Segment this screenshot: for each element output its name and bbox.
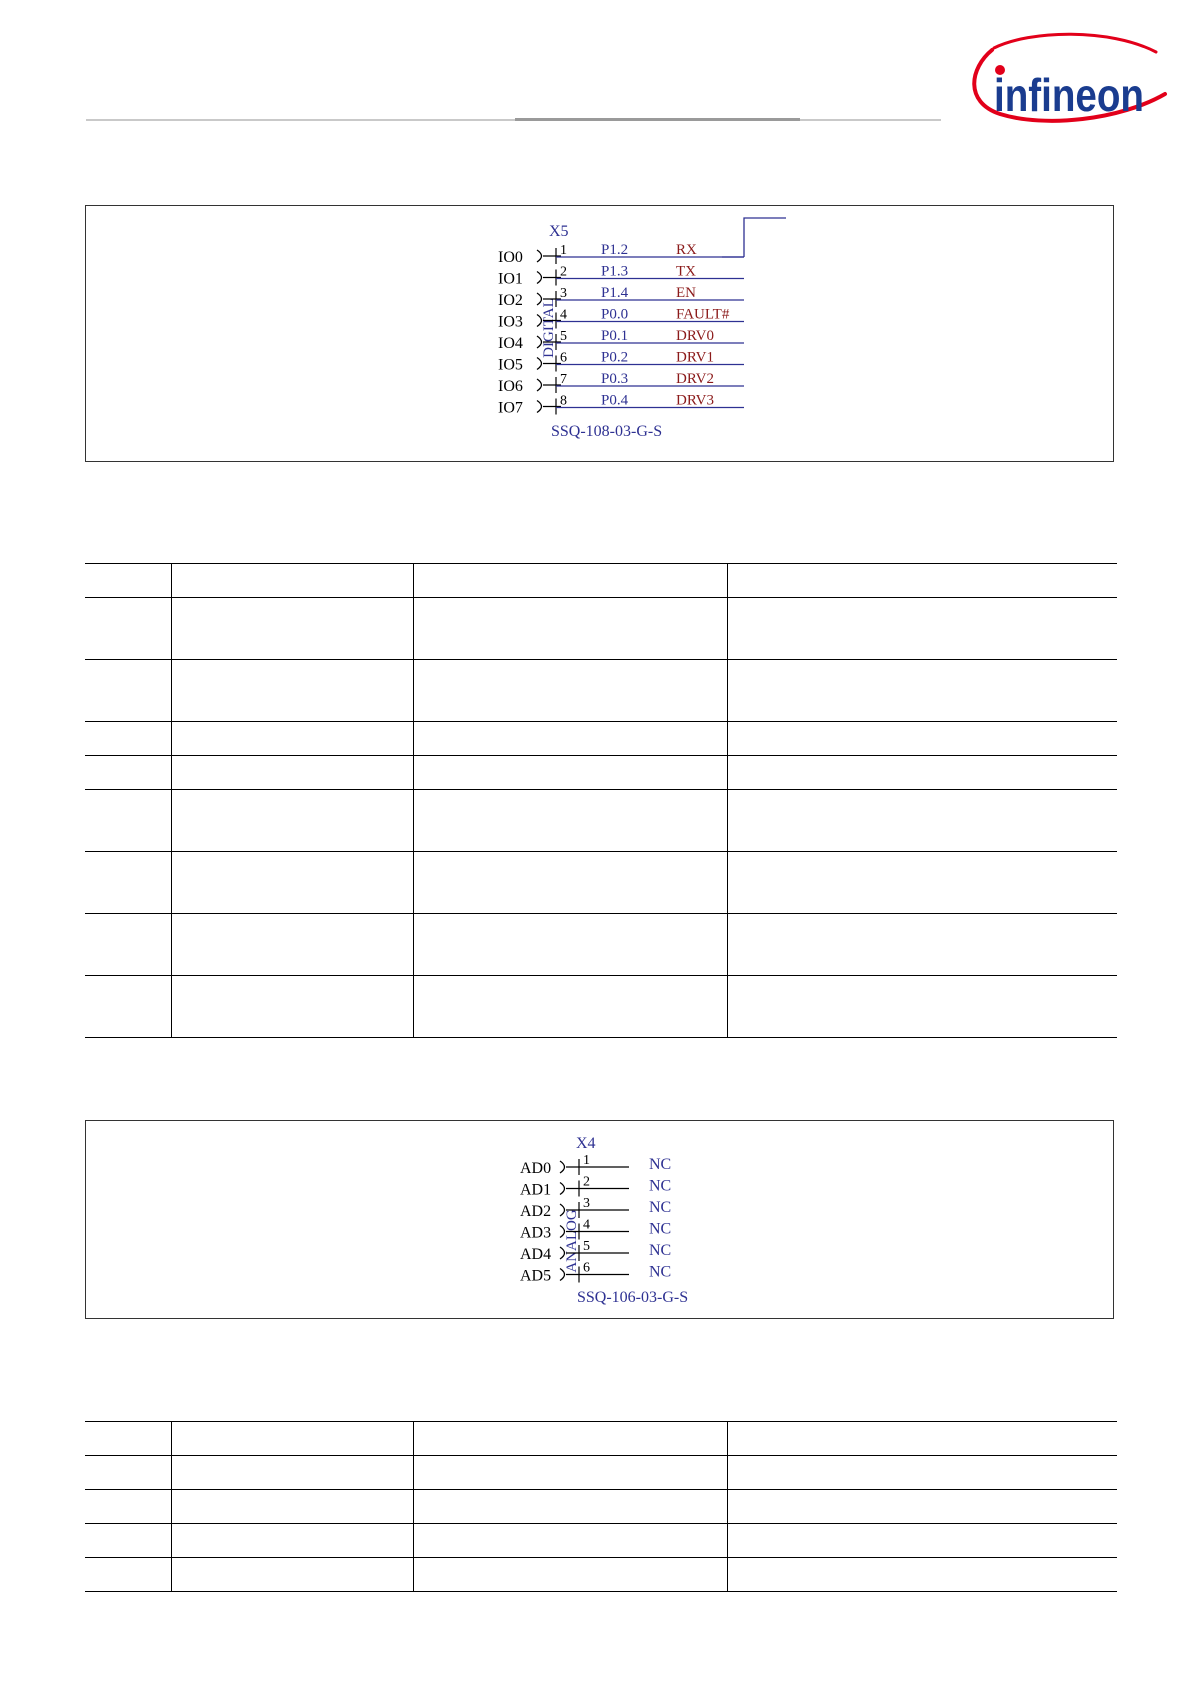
table-row	[85, 1524, 1117, 1558]
table-cell	[413, 790, 727, 852]
table-cell	[171, 1456, 413, 1490]
table-cell	[171, 598, 413, 660]
nc-label: NC	[649, 1242, 672, 1259]
table-cell	[85, 660, 171, 722]
table-row	[85, 660, 1117, 722]
nc-label: NC	[649, 1263, 672, 1281]
table-cell	[85, 756, 171, 790]
pin-number: 1	[583, 1153, 590, 1168]
table-cell	[171, 1524, 413, 1558]
table-cell	[413, 722, 727, 756]
port-label: P1.4	[601, 285, 629, 301]
signal-label: DRV2	[676, 371, 714, 387]
signal-label: EN	[676, 285, 696, 301]
table-cell	[85, 564, 171, 598]
table-row	[85, 790, 1117, 852]
table-cell	[413, 1524, 727, 1558]
brand-wordmark: infineon	[994, 69, 1144, 121]
table-cell	[85, 852, 171, 914]
table-row	[85, 722, 1117, 756]
table-cell	[171, 1558, 413, 1592]
pin-number: 6	[560, 350, 567, 366]
table-cell	[413, 852, 727, 914]
table-cell	[85, 1456, 171, 1490]
table-cell	[413, 1422, 727, 1456]
nc-label: NC	[649, 1177, 672, 1195]
io-label: IO6	[498, 378, 523, 395]
port-label: P0.0	[601, 306, 629, 323]
pin-number: 4	[560, 307, 567, 323]
table-cell	[85, 790, 171, 852]
table-header-row	[85, 564, 1117, 598]
table-cell	[85, 976, 171, 1038]
part-number: SSQ-106-03-G-S	[577, 1289, 689, 1306]
table-cell	[85, 1490, 171, 1524]
io-label: IO1	[498, 270, 523, 288]
table-cell	[413, 564, 727, 598]
table-cell	[171, 976, 413, 1038]
io-label: AD5	[520, 1267, 552, 1285]
table-row	[85, 976, 1117, 1038]
analog-schematic-drawing	[86, 1121, 1113, 1318]
table-row	[85, 914, 1117, 976]
port-label: P0.4	[601, 392, 629, 409]
group-label-digital: DIGITAL	[541, 298, 557, 358]
signal-label: DRV3	[676, 392, 714, 409]
table-cell	[413, 756, 727, 790]
digital-pin-table	[85, 563, 1117, 1038]
table-cell	[413, 914, 727, 976]
io-label: AD3	[520, 1224, 552, 1242]
nc-label: NC	[649, 1156, 672, 1173]
analog-pin-table	[85, 1421, 1117, 1592]
io-label: AD4	[520, 1246, 552, 1263]
table-cell	[85, 1422, 171, 1456]
table-row	[85, 852, 1117, 914]
table-cell	[171, 1422, 413, 1456]
signal-label: DRV1	[676, 349, 714, 366]
table-cell	[727, 1490, 1117, 1524]
table-row	[85, 1558, 1117, 1592]
table-cell	[171, 660, 413, 722]
connector-designator: X5	[549, 223, 569, 240]
table-cell	[85, 914, 171, 976]
table-cell	[727, 1422, 1117, 1456]
pin-number: 6	[583, 1260, 590, 1276]
signal-label: DRV0	[676, 328, 714, 344]
io-label: IO3	[498, 313, 523, 331]
socket-symbol	[537, 401, 542, 413]
header-rule	[86, 119, 941, 121]
infineon-logo	[960, 24, 1180, 130]
port-label: P0.3	[601, 371, 629, 387]
table-cell	[727, 852, 1117, 914]
table-cell	[413, 598, 727, 660]
table-header-row	[85, 1422, 1117, 1456]
pin-number: 3	[560, 286, 567, 301]
io-label: IO0	[498, 249, 523, 266]
table-cell	[727, 976, 1117, 1038]
table-cell	[413, 1558, 727, 1592]
socket-symbol	[537, 379, 542, 391]
socket-symbol	[537, 358, 542, 370]
pin-number: 1	[560, 243, 567, 258]
port-label: P0.2	[601, 349, 629, 366]
table-cell	[727, 790, 1117, 852]
port-label: P0.1	[601, 328, 629, 344]
port-label: P1.2	[601, 242, 629, 258]
table-cell	[413, 976, 727, 1038]
socket-symbol	[537, 272, 542, 284]
table-cell	[85, 1524, 171, 1558]
table-cell	[413, 660, 727, 722]
socket-symbol	[537, 250, 542, 262]
table-cell	[171, 790, 413, 852]
pin-list	[520, 1153, 671, 1285]
signal-label: FAULT#	[676, 306, 730, 323]
table-cell	[171, 1490, 413, 1524]
table-cell	[727, 660, 1117, 722]
io-label: AD2	[520, 1203, 552, 1220]
table-cell	[727, 1558, 1117, 1592]
pin-number: 5	[560, 329, 567, 344]
digital-header-schematic	[85, 205, 1114, 462]
port-label: P1.3	[601, 263, 629, 280]
pin-number: 7	[560, 372, 567, 387]
rx-net-route	[744, 218, 786, 257]
pin-number: 5	[583, 1239, 590, 1254]
connector-designator: X4	[576, 1135, 596, 1152]
io-label: IO4	[498, 335, 523, 352]
table-cell	[727, 598, 1117, 660]
table-cell	[413, 1456, 727, 1490]
pin-number: 4	[583, 1217, 590, 1233]
table-cell	[171, 756, 413, 790]
socket-symbol	[560, 1161, 565, 1173]
table-row	[85, 1456, 1117, 1490]
signal-label: TX	[676, 263, 696, 280]
header-rule-accent	[515, 118, 800, 121]
table-cell	[85, 722, 171, 756]
table-cell	[727, 1456, 1117, 1490]
signal-label: RX	[676, 242, 697, 258]
io-label: IO2	[498, 292, 523, 309]
io-label: IO7	[498, 399, 523, 417]
io-label: IO5	[498, 356, 523, 374]
table-cell	[171, 564, 413, 598]
table-row	[85, 598, 1117, 660]
group-label-analog: ANALOG	[564, 1209, 580, 1273]
pin-number: 3	[583, 1196, 590, 1211]
socket-symbol	[560, 1183, 565, 1195]
io-label: AD0	[520, 1160, 552, 1177]
table-cell	[171, 914, 413, 976]
table-row	[85, 1490, 1117, 1524]
io-label: AD1	[520, 1181, 552, 1199]
part-number: SSQ-108-03-G-S	[551, 423, 663, 440]
table-cell	[727, 722, 1117, 756]
analog-header-schematic	[85, 1120, 1114, 1319]
table-cell	[727, 1524, 1117, 1558]
table-cell	[727, 914, 1117, 976]
pin-number: 8	[560, 393, 567, 409]
pin-number: 2	[583, 1174, 590, 1190]
table-cell	[171, 722, 413, 756]
table-row	[85, 756, 1117, 790]
table-cell	[171, 852, 413, 914]
table-cell	[727, 564, 1117, 598]
table-cell	[413, 1490, 727, 1524]
pin-number: 2	[560, 264, 567, 280]
table-cell	[85, 1558, 171, 1592]
table-cell	[85, 598, 171, 660]
nc-label: NC	[649, 1199, 672, 1216]
table-cell	[727, 756, 1117, 790]
digital-schematic-drawing	[86, 206, 1113, 461]
nc-label: NC	[649, 1220, 672, 1238]
